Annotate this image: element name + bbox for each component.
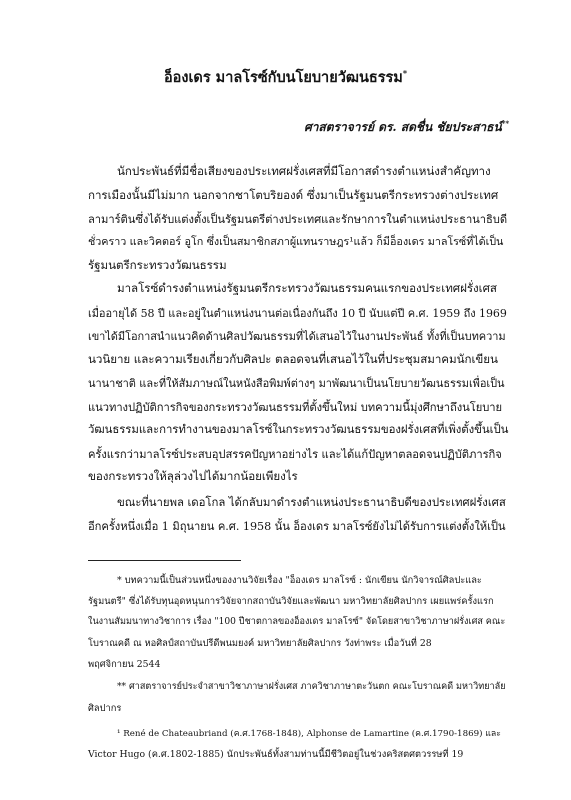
author-name: ศาสตราจารย์ ดร. สดชื่น ชัยประสาธน์ xyxy=(304,120,502,134)
body-text-line: อีกครั้งหนึ่งเมื่อ 1 มิถุนายน ค.ศ. 1958 นั้น อ็องเดร มาลโรซ์ยังไม่ได้รับการแต่งตั้งให้เป็น xyxy=(88,520,506,533)
footnote-line: ในงานสัมมนาทางวิชาการ เรื่อง "100 ปีชาตกาลของอ็องเดร มาลโรซ์" จัดโดยสาขาวิชาภาษาฝรั่งเศส คณะ xyxy=(88,617,506,627)
body-text-line: เมื่ออายุได้ 58 ปี และอยู่ในตำแหน่งนานต่อเนื่องกันถึง 10 ปี นับแต่ปี ค.ศ. 1959 ถึง 1969 xyxy=(88,307,507,320)
footnote-separator xyxy=(88,560,241,561)
body-text-line: นานาชาติ และที่ให้สัมภาษณ์ในหนังสือพิมพ์ต่างๆ มาพัฒนาเป็นนโยบายวัฒนธรรมเพื่อเป็น xyxy=(88,377,505,390)
article-title xyxy=(0,66,571,89)
author-footnote-marker: ** xyxy=(501,119,509,128)
body-text-line: เขาได้มีโอกาสนำแนวคิดด้านศิลปวัฒนธรรมที่ได้เสนอไว้ในงานประพันธ์ ทั้งที่เป็นบทความ xyxy=(88,330,506,343)
title-footnote-marker: * xyxy=(402,68,408,79)
footnote-line: ศิลปากร xyxy=(88,703,122,714)
footnote-line: พฤศจิกายน 2544 xyxy=(88,659,161,670)
body-text-line: แนวทางปฏิบัติการกิจของกระทรวงวัฒนธรรมที่ตั้งขึ้นใหม่ บทความนี้มุ่งศึกษาถึงนโยบาย xyxy=(88,401,503,414)
body-text-line: นักประพันธ์ที่มีชื่อเสียงของประเทศฝรั่งเศสที่มีโอกาสดำรงตำแหน่งสำคัญทาง xyxy=(117,164,491,178)
article-title-text: อ็องเดร มาลโรซ์กับนโยบายวัฒนธรรม xyxy=(163,69,403,86)
body-text-line: ขณะที่นายพล เดอโกล ได้กลับมาดำรงตำแหน่งประธานาธิบดีของประเทศฝรั่งเศส xyxy=(117,495,506,509)
body-text-line: ชั่วคราว และวิคตอร์ อูโก ซึ่งเป็นสมาชิกสภาผู้แทนราษฎร¹แล้ว ก็มีอ็องเดร มาลโรซ์ที่ได้เป็น xyxy=(88,235,504,248)
body-text-line: รัฐมนตรีกระทรวงวัฒนธรรม xyxy=(88,258,227,272)
body-text-line: นวนิยาย และความเรียงเกี่ยวกับศิลปะ ตลอดจนที่เสนอไว้ในที่ประชุมสมาคมนักเขียน xyxy=(88,352,498,366)
footnote-line: * บทความนี้เป็นส่วนหนึ่งของงานวิจัยเรื่อง "อ็องเดร มาลโรซ์ : นักเขียน นักวิจารณ์ศิลปะและ xyxy=(117,575,482,586)
body-text-line: ของกระทรวงให้ลุล่วงไปได้มากน้อยเพียงไร xyxy=(88,469,298,483)
body-text-line: มาลโรซ์ดำรงตำแหน่งรัฐมนตรีกระทรวงวัฒนธรรมคนแรกของประเทศฝรั่งเศส xyxy=(117,281,497,295)
body-text-line: ลามาร์ตินซึ่งได้รับแต่งตั้งเป็นรัฐมนตรีต่างประเทศและรักษาการในตำแหน่งประธานาธิบดี xyxy=(88,213,508,226)
author-line xyxy=(304,118,509,137)
body-text-line: การเมืองนั้นมีไม่มาก นอกจากชาโตบริยองด์ ซึ่งมาเป็นรัฐมนตรีกระทรวงต่างประเทศ xyxy=(88,188,499,202)
body-text-line: วัฒนธรรมและการทำงานของมาลโรซ์ในกระทรวงวัฒนธรรมของฝรั่งเศสที่เพิ่งตั้งขึ้นเป็น xyxy=(88,422,509,436)
body-text-line: ครั้งแรกว่ามาลโรซ์ประสบอุปสรรคปัญหาอย่างไร และได้แก้ปัญหาตลอดจนปฏิบัติภารกิจ xyxy=(88,448,502,461)
footnote-line: ¹ René de Chateaubriand (ค.ศ.1768-1848), Alphonse de Lamartine (ค.ศ.1790-1869) และ xyxy=(117,729,501,739)
footnote-line: รัฐมนตรี" ซึ่งได้รับทุนอุดหนุนการวิจัยจากสถาบันวิจัยและพัฒนา มหาวิทยาลัยศิลปากร เผยแพร่ครั้งแรก xyxy=(88,596,494,607)
footnote-line: Victor Hugo (ค.ศ.1802-1885) นักประพันธ์ทั้งสามท่านนี้มีชีวิตอยู่ในช่วงคริสตศตวรรษที่ 19 xyxy=(88,749,464,760)
footnote-line: โบราณคดี ณ หอศิลป์สถาบันปรีดีพนมยงค์ มหาวิทยาลัยศิลปากร วังท่าพระ เมื่อวันที่ 28 xyxy=(88,638,432,649)
footnote-line: ** ศาสตราจารย์ประจำสาขาวิชาภาษาฝรั่งเศส ภาควิชาภาษาตะวันตก คณะโบราณคดี มหาวิทยาลัย xyxy=(117,682,506,692)
